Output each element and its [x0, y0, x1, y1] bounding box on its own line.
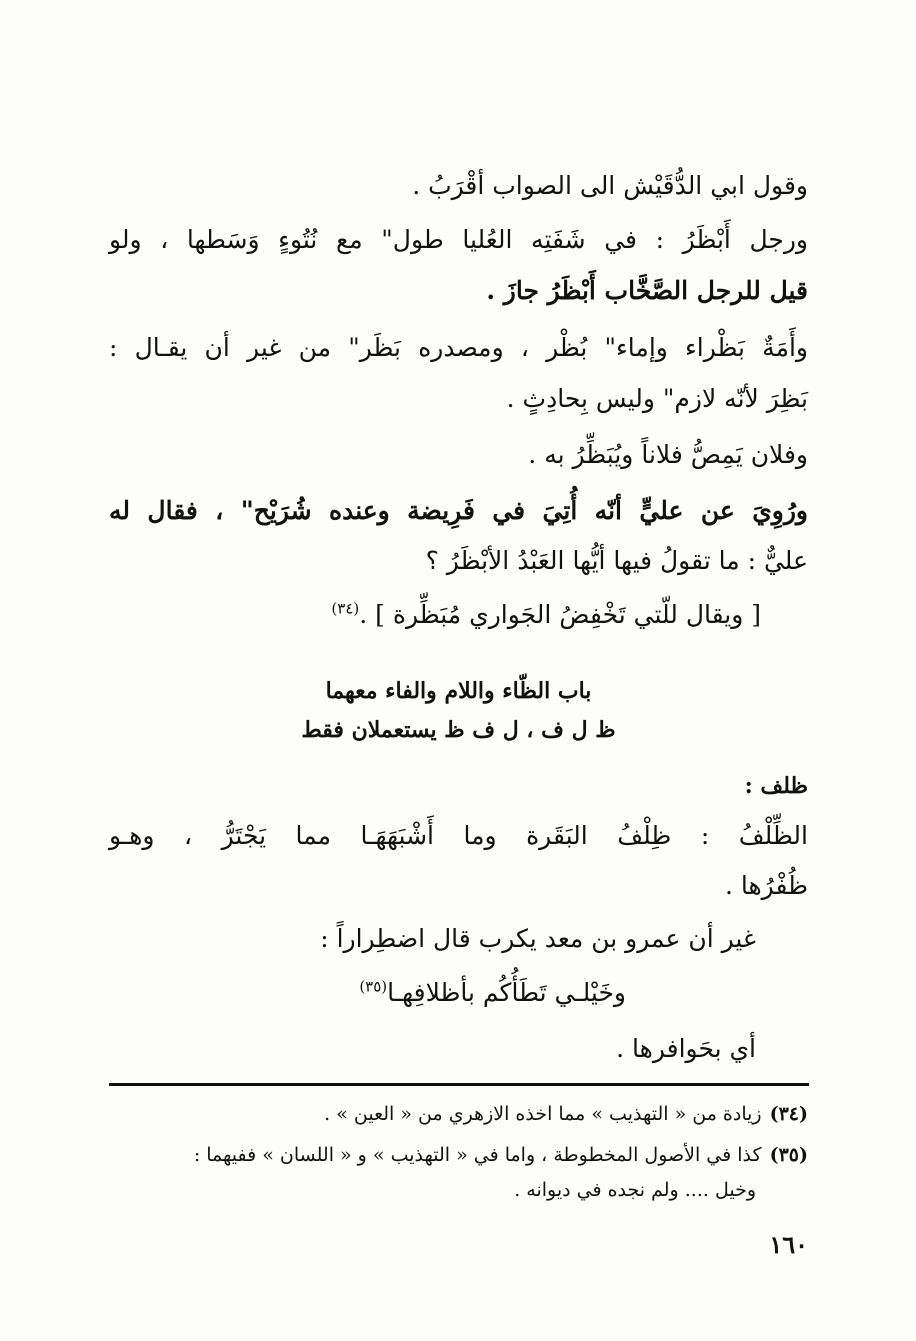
body-line-8: عليٌّ : ما تقولُ فيها أيُّها العَبْدُ الأبْظَرُ ؟ [425, 546, 808, 575]
footnote-35-continuation: وخيل .... ولم نجده في ديوانه . [514, 1179, 756, 1201]
footnote-35 [194, 1141, 808, 1169]
section-heading-line-2: ظ ل ف ، ل ف ظ يستعملان فقط [301, 717, 616, 743]
body-line-5: بَظِرَ لأنّه لازم" وليس بِحادِثٍ . [506, 384, 808, 413]
footnote-34 [324, 1100, 808, 1128]
body-line-3: قيل للرجل الصَّخَّاب أَبْظَرُ جازَ . [486, 276, 808, 305]
section-heading-line-1: باب الظّاء واللام والفاء معهما [325, 678, 592, 704]
footnote-34-text: زيادة من « التهذيب » مما اخذه الازهري من « العين » . [324, 1103, 762, 1125]
body-line-2: ورجل أَبْظَرُ : في شَفَتِه العُليا طول" مع نُتُوءٍ وَسَطها ، ولو [109, 225, 808, 254]
verse-text: وخَيْلـي تَطَأُكُم بأظلافِهـا [387, 978, 626, 1007]
body-line-7: ورُوِيَ عن عليٍّ أنّه أُتِيَ في فَرِيضة وعنده شُرَيْح" ، فقال له [109, 496, 808, 525]
entry-line-5: أي بحَوافرها . [616, 1034, 756, 1063]
entry-title: ظلف : [744, 773, 808, 799]
body-line-6: وفلان يَمِصُّ فلاناً ويُبَظِّرُ به . [528, 440, 808, 469]
verse-line [359, 975, 626, 1011]
footnote-34-number: (٣٤) [769, 1103, 808, 1125]
body-line-4: وأَمَةٌ بَظْراء وإماء" بُظْر ، ومصدره بَظَر" من غير أن يقـال : [109, 333, 808, 362]
entry-line-2: ظُفْرُها . [724, 871, 808, 900]
footnote-ref-34: (٣٤) [331, 599, 360, 618]
footnote-35-number: (٣٥) [769, 1144, 808, 1166]
bracketed-addition: [ ويقال للّتي تَخْفِضُ الجَواري مُبَظِّرة ] . [359, 600, 761, 629]
page-number: ١٦٠ [769, 1230, 808, 1259]
body-line-9 [331, 597, 761, 633]
body-line-1: وقول ابي الدُّقَيْش الى الصواب أقْرَبُ . [412, 171, 808, 200]
footnote-35-text: كذا في الأصول المخطوطة ، واما في « التهذيب » و « اللسان » ففيهما : [193, 1144, 762, 1166]
footnote-divider [109, 1083, 809, 1086]
footnote-ref-35: (٣٥) [359, 977, 388, 996]
entry-line-3: غير أن عمرو بن معد يكرب قال اضطِراراً : [320, 924, 756, 953]
entry-line-1: الظِّلْفُ : ظِلْفُ البَقَرة وما أَشْبَهَهَـا مما يَجْتَرُّ ، وهـو [109, 821, 808, 850]
